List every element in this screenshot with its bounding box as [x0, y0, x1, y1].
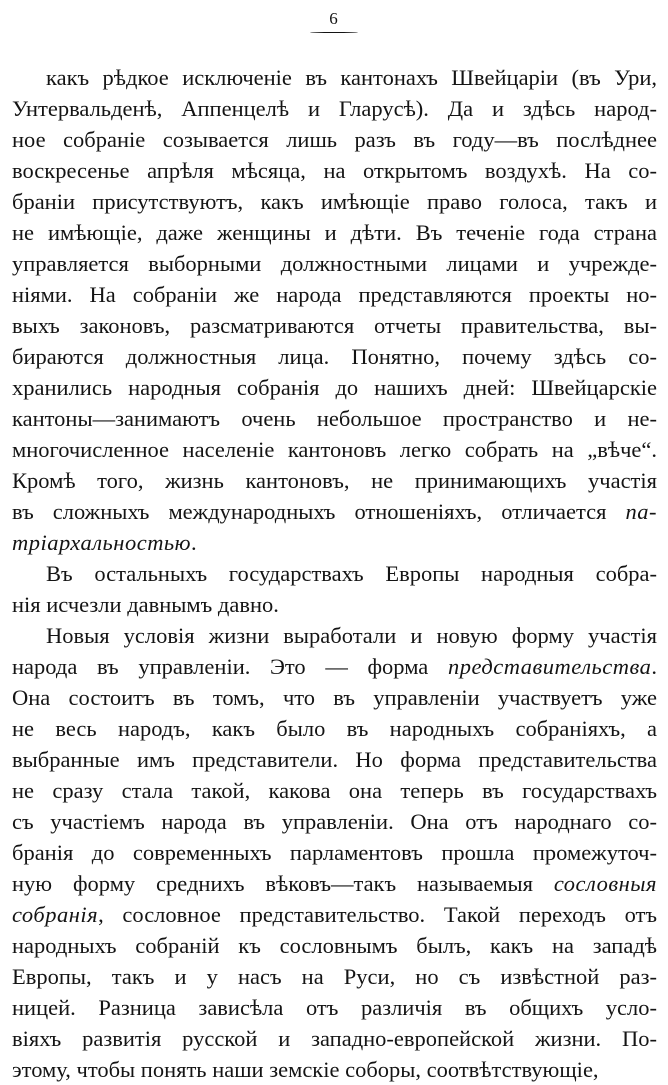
text-line: [12, 682, 657, 713]
text-line: [12, 496, 657, 527]
text-line: [12, 403, 657, 434]
text-segment: выбранные имъ представители. Но форма представительства: [12, 747, 657, 772]
text-segment: многочисленное населеніе кантоновъ легко собрать на „вѣче“.: [12, 437, 657, 462]
emphasized-text: сословныя: [553, 871, 657, 896]
text-line: [12, 124, 657, 155]
text-line: [12, 713, 657, 744]
emphasized-text: представительства: [447, 654, 652, 679]
text-segment: ніями. На собраніи же народа представляются проекты но-: [12, 282, 657, 307]
text-line: [12, 372, 657, 403]
text-line: [12, 434, 657, 465]
text-line: [12, 837, 657, 868]
text-segment: Новыя условія жизни выработали и новую форму участія: [46, 623, 657, 648]
text-segment: не сразу стала такой, какова она теперь въ государствахъ: [12, 778, 657, 803]
text-line: [46, 558, 657, 589]
text-segment: народа въ управленіи. Это — форма: [12, 654, 448, 679]
text-segment: какъ рѣдкое исключеніе въ кантонахъ Швейцаріи (въ Ури,: [46, 65, 657, 90]
text-line: [12, 155, 657, 186]
text-line: [12, 186, 657, 217]
text-segment: ную форму среднихъ вѣковъ—такъ называемыя: [12, 871, 554, 896]
text-segment: съ участіемъ народа въ управленіи. Она отъ народнаго со-: [12, 809, 657, 834]
text-segment: ное собраніе созывается лишь разъ въ году—въ послѣднее: [12, 127, 657, 152]
text-segment: ницей. Разница зависѣла отъ различія въ общихъ усло-: [12, 995, 657, 1020]
text-line: [12, 279, 657, 310]
text-segment: въ сложныхъ международныхъ отношеніяхъ, отличается: [12, 499, 626, 524]
text-segment: кантоны—занимаютъ очень небольшое пространство и не-: [12, 406, 657, 431]
text-line: [12, 1054, 657, 1085]
text-segment: не весь народъ, какъ было въ народныхъ собраніяхъ, а: [12, 716, 657, 741]
text-line: [12, 868, 657, 899]
text-line: [12, 589, 657, 620]
text-segment: не имѣющіе, даже женщины и дѣти. Въ теченіе года страна: [12, 220, 657, 245]
text-line: [12, 930, 657, 961]
text-line: [12, 806, 657, 837]
text-line: [12, 217, 657, 248]
text-segment: этому, чтобы понять наши земскіе соборы, соотвѣтствующіе,: [12, 1057, 599, 1082]
text-segment: Унтервальденѣ, Аппенцелѣ и Гларусѣ). Да и здѣсь народ-: [12, 96, 657, 121]
text-line: [46, 62, 657, 93]
page-number: 6: [329, 9, 339, 28]
text-line: [12, 341, 657, 372]
text-segment: .: [651, 654, 657, 679]
text-line: [12, 248, 657, 279]
text-line: [12, 775, 657, 806]
text-segment: , сословное представительство. Такой переходъ отъ: [98, 902, 657, 927]
text-segment: Кромѣ того, жизнь кантоновъ, не принимающихъ участія: [12, 468, 657, 493]
text-segment: выхъ законовъ, разсматриваются отчеты правительства, вы-: [12, 313, 657, 338]
text-segment: віяхъ развитія русской и западно-европейской жизни. По-: [12, 1026, 657, 1051]
text-line: [12, 527, 657, 558]
body-text: [0, 62, 668, 1082]
text-segment: Европы, такъ и у насъ на Руси, но съ извѣстной раз-: [12, 964, 657, 989]
text-line: [12, 744, 657, 775]
text-line: [12, 992, 657, 1023]
page-header: [0, 10, 668, 33]
text-segment: нія исчезли давнымъ давно.: [12, 592, 279, 617]
text-line: [12, 651, 657, 682]
text-line: [46, 620, 657, 651]
emphasized-text: па-: [625, 499, 657, 524]
emphasized-text: собранія: [12, 902, 99, 927]
text-segment: народныхъ собраній къ сословнымъ былъ, какъ на западѣ: [12, 933, 657, 958]
text-segment: бранія до современныхъ парламентовъ прошла промежуточ-: [12, 840, 657, 865]
text-line: [12, 961, 657, 992]
text-segment: бираются должностныя лица. Понятно, почему здѣсь со-: [12, 344, 657, 369]
text-segment: воскресенье апрѣля мѣсяца, на открытомъ воздухѣ. На со-: [12, 158, 657, 183]
text-segment: хранились народныя собранія до нашихъ дней: Швейцарскіе: [12, 375, 657, 400]
text-line: [12, 93, 657, 124]
header-ornament-rule: [310, 32, 358, 33]
text-segment: Она состоитъ въ томъ, что въ управленіи участвуетъ уже: [12, 685, 657, 710]
text-segment: управляется выборными должностными лицами и учрежде-: [12, 251, 657, 276]
text-segment: .: [191, 530, 197, 555]
text-line: [12, 899, 657, 930]
text-segment: браніи присутствуютъ, какъ имѣющіе право голоса, такъ и: [12, 189, 657, 214]
text-line: [12, 465, 657, 496]
text-segment: Въ остальныхъ государствахъ Европы народныя собра-: [46, 561, 657, 586]
emphasized-text: тріархальностью: [12, 530, 192, 555]
text-line: [12, 1023, 657, 1054]
text-line: [12, 310, 657, 341]
